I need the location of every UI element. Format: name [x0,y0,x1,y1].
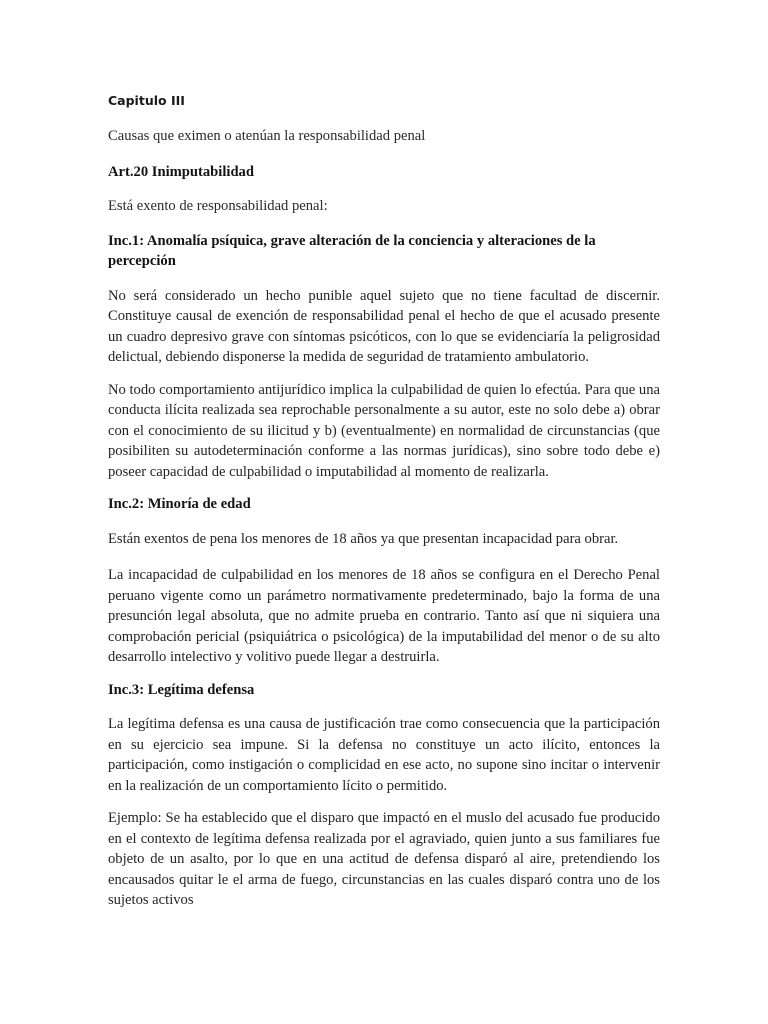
section-inc-3 [108,680,660,911]
section-heading: Inc.2: Minoría de edad [108,496,251,512]
document-page [108,92,660,923]
section-inc-2 [108,494,660,668]
chapter-title: Capitulo III [108,93,185,108]
section-heading: Inc.1: Anomalía psíquica, grave alteración de la conciencia y alteraciones de la percepción [108,232,596,269]
paragraph: No será considerado un hecho punible aquel sujeto que no tiene facultad de discernir. Constituye causal de exención de responsabilidad penal el hecho de que el acusado presente un cuadro depresivo grave con síntomas psicóticos, con lo que se evidenciaría la peligrosidad delictual, debiendo disponerse la medida de seguridad de tratamiento ambulatorio. [108,287,660,365]
paragraph: La incapacidad de culpabilidad en los menores de 18 años se configura en el Derecho Penal peruano vigente como un parámetro normativamente predeterminado, bajo la forma de una presunción legal absoluta, que no admite prueba en contrario. Tanto así que ni siquiera una comprobación pericial (psiquiátrica o psicológica) de la imputabilidad del menor o de su alto desarrollo intelectivo y volitivo puede llegar a destruirla. [108,567,660,665]
section-heading: Inc.3: Legítima defensa [108,681,255,698]
chapter-subtitle: Causas que eximen o atenúan la responsabilidad penal [108,128,426,144]
paragraph: La legítima defensa es una causa de justificación trae como consecuencia que la participación en su ejercicio sea impune. Si la defensa no constituye un acto ilícito, entonces la participación, como instigación o complicidad en ese acto, no supone sino incitar o intervenir en la realización de un comportamiento lícito o permitido. [108,716,660,794]
paragraph: Ejemplo: Se ha establecido que el disparo que impactó en el muslo del acusado fue producido en el contexto de legítima defensa realizada por el agraviado, quien junto a sus familiares fue objeto de un asalto, por lo que en una actitud de defensa disparó al aire, pretendiendo los encausados quitar le el arma de fuego, circunstancias en las cuales disparó contra uno de los sujetos activos [108,810,660,908]
paragraph: No todo comportamiento antijurídico implica la culpabilidad de quien lo efectúa. Para que una conducta ilícita realizada sea reprochable personalmente a su autor, este no solo debe a) obrar con el conocimiento de su ilicitud y b) (eventualmente) en normalidad de circunstancias (que posibiliten su autodeterminación conforme a las normas jurídicas), sino sobre todo debe e) poseer capacidad de culpabilidad o imputabilidad al momento de realizarla. [108,381,660,480]
paragraph: Están exentos de pena los menores de 18 años ya que presentan incapacidad para obrar. [108,530,619,547]
article-intro: Está exento de responsabilidad penal: [108,198,328,214]
article-heading: Art.20 Inimputabilidad [108,163,254,180]
section-inc-1 [108,231,660,483]
